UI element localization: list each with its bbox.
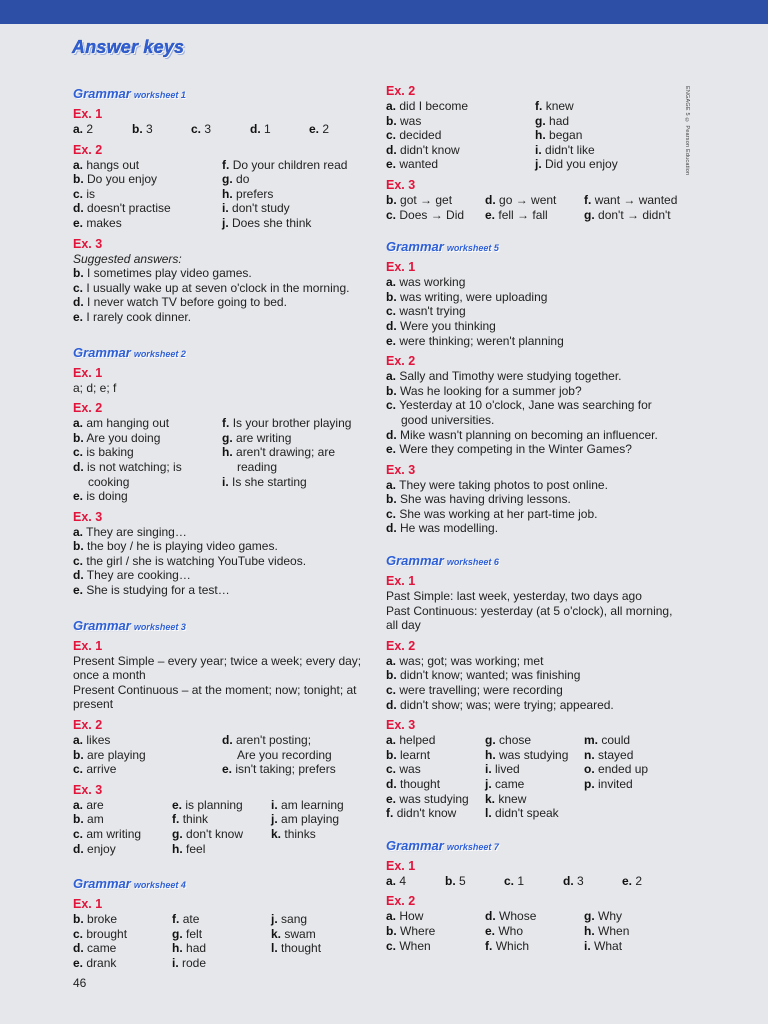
answer-item: a. helped [386,733,436,748]
answer-columns [73,416,373,504]
answer-item: e. drank [73,955,117,970]
answer-line: e. Were they competing in the Winter Games? [386,442,632,457]
answer-item: f. ate [172,912,200,927]
answer-line: b. She was having driving lessons. [386,492,571,507]
exercise-label: Ex. 2 [386,638,416,653]
answer-line: d. He was modelling. [386,521,499,536]
answer-item: i. What [584,938,623,953]
answer-lines [386,369,686,457]
answer-item: n. stayed [584,747,634,762]
worksheet-1-heading: Grammar worksheet 1 [73,86,186,101]
answer-line: b. are playing [73,747,146,762]
answer-item: c. Does → Did [386,207,465,222]
answer-lines [73,525,373,598]
answer-item: g. felt [172,926,203,941]
answer-item: b. broke [73,912,118,927]
answer-columns [73,733,373,777]
answer-item: d. 1 [250,122,271,136]
answer-item: e. 2 [622,873,643,888]
answer-item: g. do [222,172,250,187]
answer-item: e. wanted [386,157,439,172]
answer-item: i. am learning [271,797,344,812]
answer-item: g. Why [584,909,623,924]
exercise-label: Ex. 2 [73,142,103,157]
answer-line: a. am hanging out [73,416,170,431]
answer-line: b. the boy / he is playing video games. [73,539,278,554]
answer-text: Past Continuous: yesterday (at 5 o'clock), all morning, all day [386,603,673,633]
answer-item: f. think [172,812,209,827]
answer-line: good universities. [401,412,495,427]
exercise-label: Ex. 3 [386,177,416,192]
answer-item: c. was [386,762,421,777]
answer-line: b. Are you doing [73,430,161,445]
worksheet-5-heading: Grammar worksheet 5 [386,239,499,255]
answer-item: i. lived [485,762,520,777]
exercise-label: Ex. 3 [73,509,103,524]
answer-col [222,733,372,777]
top-banner [0,0,768,24]
answer-item: b. learnt [386,747,431,762]
answer-item: a. How [386,909,424,924]
answer-line: a. They are singing… [73,524,187,539]
answer-col [73,733,222,777]
answer-line: b. was writing, were uploading [386,289,548,304]
exercise-label: Ex. 1 [73,638,103,653]
answer-line: d. Mike wasn't planning on becoming an influencer. [386,427,658,442]
worksheet-6-heading: Grammar worksheet 6 [386,553,499,569]
exercise-label: Ex. 1 [386,260,416,275]
answer-item: p. invited [584,777,633,791]
answer-item: d. go → went [485,192,557,207]
answer-line: b. didn't know; wanted; was finishing [386,668,581,683]
exercise-label: Ex. 2 [386,84,416,98]
answer-grid [386,99,686,172]
answer-lines [386,275,686,348]
answer-line: b. I sometimes play video games. [73,266,252,281]
exercise-label: Ex. 3 [73,782,103,797]
answer-item: a. did I become [386,99,469,113]
answer-line: c. were travelling; were recording [386,683,563,698]
page-title: Answer keys [72,37,185,57]
answer-grid [386,874,686,889]
answer-item: b. 5 [445,873,466,888]
answer-line: i. Is she starting [222,474,307,489]
answer-item: c. am writing [73,827,142,841]
answer-line: c. I usually wake up at seven o'clock in the morning. [73,280,350,295]
answer-lines [386,654,686,712]
answer-item: j. sang [271,912,308,927]
answer-line: d. aren't posting; [222,733,312,748]
answer-item: l. thought [271,941,322,956]
answer-item: a. 2 [73,122,94,136]
answer-item: i. rode [172,955,207,970]
answer-item: g. don't → didn't [584,207,671,222]
answer-line: h. aren't drawing; are [222,445,336,460]
answer-grid [73,912,373,970]
answer-item [584,792,684,807]
answer-item: b. got → get [386,192,453,207]
worksheet-2-heading: Grammar worksheet 2 [73,344,186,360]
answer-item: f. Which [485,938,530,953]
answer-grid [386,193,686,222]
worksheet-7-heading: Grammar worksheet 7 [386,837,499,853]
answer-line: f. Is your brother playing [222,416,352,431]
answer-text: Present Simple – every year; twice a week; every day; once a month [73,653,362,683]
answer-item: b. am [73,812,104,827]
answer-text: a; d; e; f [73,380,117,395]
answer-line: a. They were taking photos to post online. [386,477,608,492]
answer-grid [386,909,686,953]
answer-line: b. Was he looking for a summer job? [386,383,582,398]
answer-item: i. didn't like [535,142,595,157]
answer-line: e. isn't taking; prefers [222,762,336,777]
exercise-label: Ex. 3 [73,236,103,251]
answer-item: c. 3 [191,122,212,136]
answer-line: a. was; got; was working; met [386,653,544,668]
answer-line: d. is not watching; is [73,459,182,474]
answer-line: e. She is studying for a test… [73,583,230,598]
answer-lines [386,478,686,536]
exercise-label: Ex. 3 [386,718,416,733]
answer-grid [386,733,686,821]
answer-item: o. ended up [584,762,649,777]
answer-item: d. came [73,941,117,956]
answer-line: e. is doing [73,489,128,504]
suggested-note: Suggested answers: [73,251,182,266]
answer-line: c. arrive [73,762,117,777]
answer-item: j. came [485,777,525,791]
answer-item: a. are [73,797,104,812]
answer-line: c. wasn't trying [386,304,466,319]
answer-item: b. Do you enjoy [73,172,158,187]
answer-item: k. swam [271,926,316,941]
exercise-label: Ex. 1 [386,858,416,873]
page-number: 46 [73,976,87,990]
answer-line: d. They are cooking… [73,568,191,583]
answer-lines [73,266,373,324]
answer-item: f. Do your children read [222,157,348,172]
answer-item: e. was studying [386,791,469,806]
answer-line: c. is baking [73,445,134,460]
answer-item: b. 3 [132,122,153,136]
answer-item: h. prefers [222,186,274,201]
answer-line: e. were thinking; weren't planning [386,333,564,348]
answer-item: h. began [535,128,583,143]
answer-item: f. knew [535,99,574,113]
answer-item: d. Whose [485,909,537,924]
exercise-label: Ex. 1 [386,574,416,589]
answer-grid [73,798,373,856]
answer-line: g. are writing [222,430,292,445]
answer-item [584,806,684,821]
answer-item: h. feel [172,841,206,856]
answer-line: a. was working [386,275,466,290]
exercise-label: Ex. 2 [386,354,416,369]
right-column [386,84,686,953]
answer-line: reading [237,459,278,474]
answer-item [271,956,371,971]
answer-item: j. am playing [271,812,340,827]
answer-text: Present Continuous – at the moment; now; tonight; at present [73,682,357,712]
answer-item: j. Did you enjoy [535,157,618,172]
copyright-note: ENGAGE 5 © Pearson Education [684,86,690,176]
answer-item: h. had [172,941,207,956]
answer-line: c. the girl / she is watching YouTube videos. [73,553,307,568]
answer-item: c. brought [73,926,128,941]
answer-line: Are you recording [237,747,332,762]
answer-item: a. hangs out [73,157,140,172]
answer-item: e. is planning [172,797,243,812]
answer-grid [73,122,373,137]
answer-line: d. I never watch TV before going to bed. [73,295,287,310]
worksheet-3-heading: Grammar worksheet 3 [73,617,186,633]
answer-item: i. don't study [222,201,290,216]
answer-item: c. When [386,938,431,953]
answer-line: a. Sally and Timothy were studying together. [386,369,622,384]
answer-item: d. enjoy [73,841,116,856]
answer-item: d. 3 [563,873,584,888]
answer-item: c. decided [386,128,442,143]
answer-col [222,416,372,504]
answer-line: d. didn't show; was; were trying; appeared. [386,697,614,712]
answer-col [73,416,222,504]
answer-item: d. didn't know [386,142,460,157]
answer-line: c. She was working at her part-time job. [386,506,598,521]
exercise-label: Ex. 1 [73,107,103,121]
answer-item: e. fell → fall [485,207,548,222]
answer-item: b. Where [386,923,436,938]
answer-item [271,842,371,857]
answer-item: f. want → wanted [584,192,678,207]
answer-line: c. Yesterday at 10 o'clock, Jane was searching for [386,398,652,413]
answer-item: l. didn't speak [485,806,559,821]
answer-item: e. Who [485,923,524,938]
exercise-label: Ex. 3 [386,462,416,477]
exercise-label: Ex. 2 [73,401,103,416]
answer-item: f. didn't know [386,806,457,821]
answer-item: e. 2 [309,122,330,136]
answer-item: c. 1 [504,873,525,888]
answer-item: d. thought [386,777,441,791]
answer-line: d. Were you thinking [386,318,496,333]
answer-item: b. was [386,113,422,128]
exercise-label: Ex. 1 [73,897,103,912]
worksheet-4-heading: Grammar worksheet 4 [73,876,186,892]
answer-grid [73,158,373,231]
left-column [73,86,373,971]
answer-item: g. chose [485,733,532,748]
answer-item: a. 4 [386,873,407,888]
answer-item: h. was studying [485,747,569,762]
answer-line: e. I rarely cook dinner. [73,309,192,324]
answer-text: Past Simple: last week, yesterday, two days ago [386,589,642,604]
answer-item: k. knew [485,791,527,806]
answer-item: d. doesn't practise [73,201,171,216]
exercise-label: Ex. 2 [73,718,103,733]
answer-item: g. don't know [172,827,244,841]
answer-line: a. likes [73,733,111,748]
answer-item: g. had [535,113,570,128]
answer-item: c. is [73,186,96,201]
answer-item: k. thinks [271,827,316,841]
answer-item: m. could [584,733,631,748]
answer-item: h. When [584,923,630,938]
answer-line: cooking [88,474,130,489]
answer-item: e. makes [73,215,122,230]
exercise-label: Ex. 2 [386,894,416,909]
exercise-label: Ex. 1 [73,365,103,380]
answer-item: j. Does she think [222,215,312,230]
